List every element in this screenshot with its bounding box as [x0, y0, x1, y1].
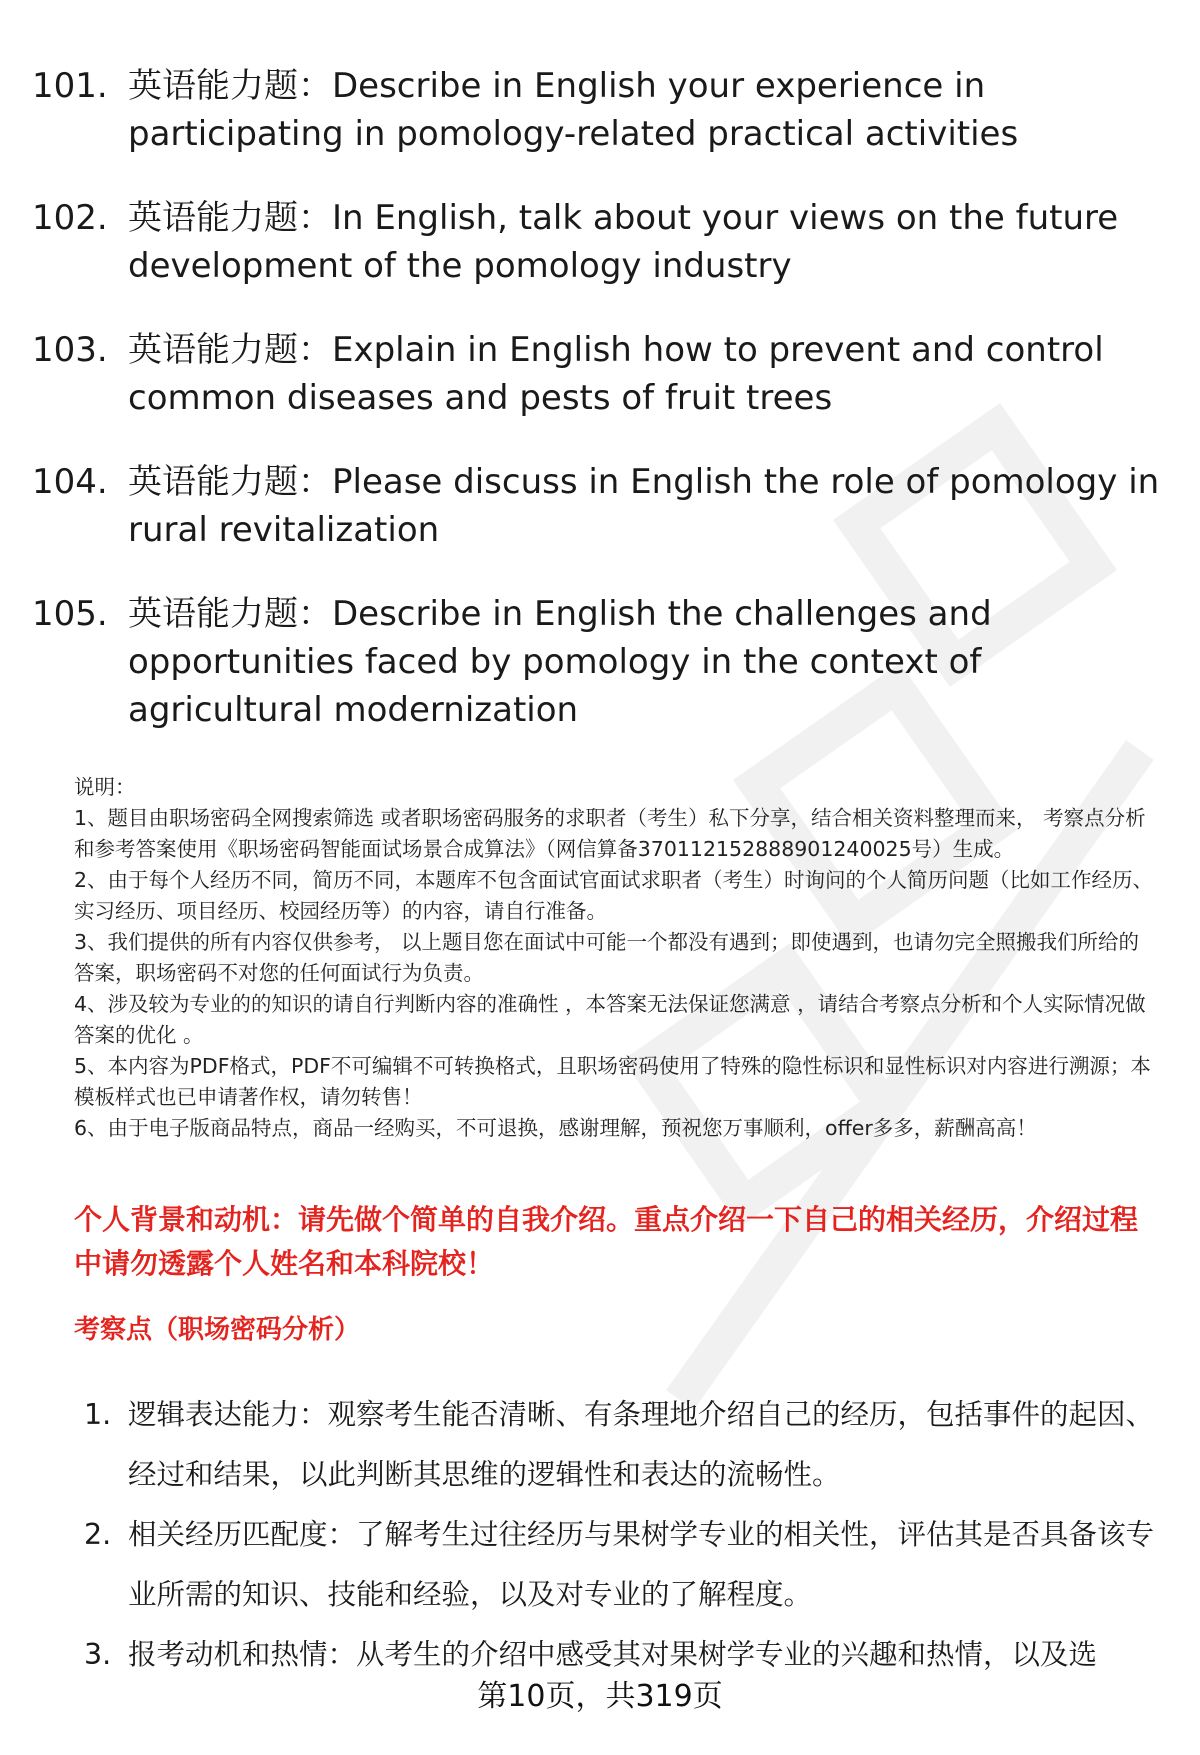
question-text: 英语能力题：Explain in English how to prevent and control common diseases and pests of fruit trees [128, 330, 1104, 418]
question-item [32, 590, 1172, 734]
section-title: 个人背景和动机：请先做个简单的自我介绍。重点介绍一下自己的相关经历，介绍过程中请勿透露个人姓名和本科院校！ [74, 1203, 1139, 1280]
point-item [84, 1385, 1164, 1505]
notes-heading: 说明： [74, 775, 136, 799]
note-item: 2、由于每个人经历不同，简历不同，本题库不包含面试官面试求职者（考生）时询问的个人简历问题（比如工作经历、实习经历、项目经历、校园经历等）的内容，请自行准备。 [74, 868, 1154, 923]
point-text: 报考动机和热情：从考生的介绍中感受其对果树学专业的兴趣和热情，以及选 [128, 1638, 1098, 1671]
point-text: 逻辑表达能力：观察考生能否清晰、有条理地介绍自己的经历，包括事件的起因、经过和结果，以此判断其思维的逻辑性和表达的流畅性。 [128, 1398, 1155, 1491]
question-text: 英语能力题：Describe in English your experience in participating in pomology-related practical activities [128, 66, 1019, 154]
question-number: 101. [32, 66, 108, 106]
note-item: 3、我们提供的所有内容仅供参考， 以上题目您在面试中可能一个都没有遇到；即使遇到，也请勿完全照搬我们所给的答案，职场密码不对您的任何面试行为负责。 [74, 930, 1140, 985]
question-text: 英语能力题：In English, talk about your views on the future development of the pomology industry [128, 198, 1119, 286]
point-text: 相关经历匹配度：了解考生过往经历与果树学专业的相关性，评估其是否具备该专业所需的知识、技能和经验，以及对专业的了解程度。 [128, 1518, 1155, 1611]
question-list [32, 62, 1172, 770]
note-item: 5、本内容为PDF格式，PDF不可编辑不可转换格式，且职场密码使用了特殊的隐性标识和显性标识对内容进行溯源；本模板样式也已申请著作权，请勿转售！ [74, 1054, 1151, 1109]
question-item [32, 194, 1172, 290]
question-number: 103. [32, 330, 108, 370]
question-text: 英语能力题：Describe in English the challenges and opportunities faced by pomology in the context of agricultural modernization [128, 594, 992, 730]
point-number: 2. [84, 1518, 112, 1551]
question-text: 英语能力题：Please discuss in English the role of pomology in rural revitalization [128, 462, 1160, 550]
note-item: 1、题目由职场密码全网搜索筛选 或者职场密码服务的求职者（考生）私下分享，结合相关资料整理而来， 考察点分析和参考答案使用《职场密码智能面试场景合成算法》（网信算备370112152888901240025号）生成。 [74, 806, 1146, 861]
point-item [84, 1505, 1164, 1625]
note-item: 6、由于电子版商品特点，商品一经购买，不可退换，感谢理解，预祝您万事顺利，offer多多，薪酬高高！ [74, 1116, 1037, 1140]
note-item: 4、涉及较为专业的的知识的请自行判断内容的准确性 ，本答案无法保证您满意 ，请结合考察点分析和个人实际情况做答案的优化 。 [74, 992, 1146, 1047]
analysis-points [84, 1385, 1164, 1685]
disclaimer-notes [74, 772, 1158, 1144]
point-number: 3. [84, 1638, 112, 1671]
question-item [32, 62, 1172, 158]
question-item [32, 326, 1172, 422]
question-number: 102. [32, 198, 108, 238]
question-item [32, 458, 1172, 554]
question-number: 105. [32, 594, 108, 634]
section-subtitle: 考察点（职场密码分析） [74, 1315, 361, 1345]
question-number: 104. [32, 462, 108, 502]
page-number-footer: 第10页，共319页 [477, 1679, 723, 1714]
point-number: 1. [84, 1398, 112, 1431]
